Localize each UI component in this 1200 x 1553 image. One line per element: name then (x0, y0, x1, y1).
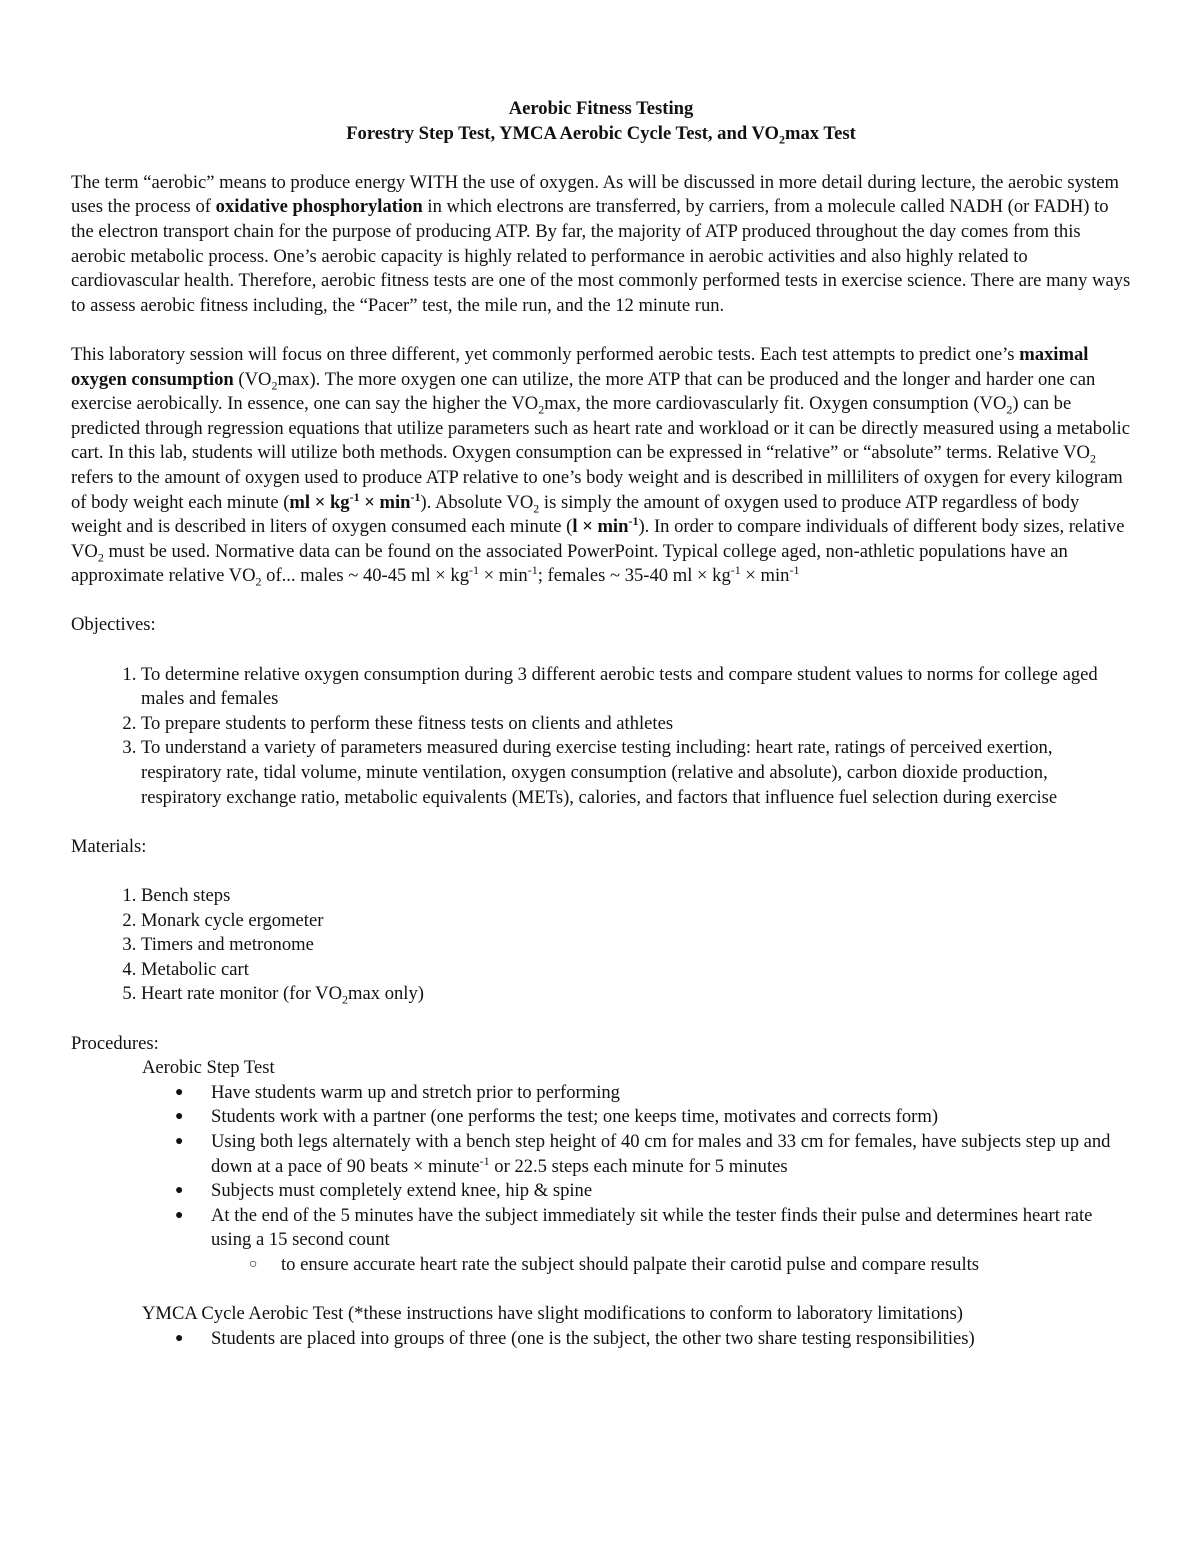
objectives-heading: Objectives: (71, 614, 156, 636)
list-item: 2. Monark cycle ergometer (141, 909, 1131, 934)
cycle-test-list (71, 1327, 1131, 1352)
list-item: 3. To understand a variety of parameters measured during exercise testing including: heart rate, ratings of perceived exertion, respiratory rate, tidal volume, minute ventilation, oxygen consumption (relative and absolute), carbon dioxide production, respiratory exchange ratio, metabolic equivalents (METs), calories, and factors that influence fuel selection during exercise (141, 736, 1131, 810)
list-item: ● Subjects must completely extend knee, hip & spine (211, 1179, 1131, 1204)
list-item: 2. To prepare students to perform these fitness tests on clients and athletes (141, 712, 1131, 737)
intro-paragraph: The term “aerobic” means to produce energy WITH the use of oxygen. As will be discussed in more detail during lecture, the aerobic system uses the process of oxidative phosphorylation in which electrons are transferred, by carriers, from a molecule called NADH (or FADH) to the electron transport chain for the purpose of producing ATP. By far, the majority of ATP produced throughout the day comes from this aerobic metabolic process. One’s aerobic capacity is highly related to performance in aerobic activities and also highly related to cardiovascular health. Therefore, aerobic fitness tests are one of the most commonly performed tests in exercise science. There are many ways to assess aerobic fitness including, the “Pacer” test, the mile run, and the 12 minute run. (71, 171, 1131, 316)
cycle-test-heading: YMCA Cycle Aerobic Test (*these instructions have slight modifications to conform to laboratory limitations) (142, 1303, 963, 1325)
bullet-icon: ● (175, 1183, 184, 1199)
list-item: ● Using both legs alternately with a bench step height of 40 cm for males and 33 cm for females, have subjects step up and down at a pace of 90 beats × minute$^{-1}$ or 22.5 steps each minute for 5 minutes (175, 1130, 1111, 1177)
list-item: 5. Heart rate monitor (for $VO_2\max$ only) (141, 982, 1131, 1007)
list-item: ● At the end of the 5 minutes have the subject immediately sit while the tester finds their pulse and determines heart rate using a 15 second count ○ to ensure accurate heart rate the subject should palpate their carotid pulse and compare results (211, 1204, 1131, 1278)
list-item: 4. Metabolic cart (141, 958, 1131, 983)
step-test-list (71, 1081, 1131, 1278)
list-item: 1. Bench steps (141, 884, 1131, 909)
document-page (71, 97, 1131, 1351)
bullet-icon: ● (175, 1330, 184, 1346)
step-test-heading: Aerobic Step Test (142, 1057, 275, 1079)
materials-list (71, 884, 1131, 1007)
bullet-icon: ● (175, 1207, 184, 1223)
hollow-bullet-icon: ○ (249, 1256, 258, 1272)
title-line-2: Forestry Step Test, YMCA Aerobic Cycle Test, and $VO_2\max$ Test (346, 122, 856, 147)
list-item: ● Students are placed into groups of three (one is the subject, the other two share testing responsibilities) (211, 1327, 1131, 1352)
list-item: ○ to ensure accurate heart rate the subject should palpate their carotid pulse and compare results (281, 1253, 1131, 1278)
bullet-icon: ● (175, 1109, 184, 1125)
procedures-heading: Procedures: (71, 1032, 159, 1054)
session-paragraph: This laboratory session will focus on three different, yet commonly performed aerobic tests. Each test attempts to predict one’s maximal oxygen consumption $(VO_2\max)$. The more oxygen one can utilize, the more ATP that can be produced and the longer and harder one can exercise aerobically. In essence, one can say the higher the $VO_2\max$, the more cardiovascularly fit. Oxygen consumption $(VO_2)$ can be predicted through regression equations that utilize parameters such as heart rate and workload or it can be directly measured using a metabolic cart. In this lab, students will utilize both methods. Oxygen consumption can be expressed in “relative” or “absolute” terms. Relative $VO_2$ refers to the amount of oxygen used to produce ATP relative to one’s body weight and is described in milliliters of oxygen for every kilogram of body weight each minute $(ml \times kg^{-1} \times \min^{-1})$. Absolute $VO_2$ is simply the amount of oxygen used to produce ATP regardless of body weight and is described in liters of oxygen consumed each minute $(l \times \min^{-1})$. In order to compare individuals of different body sizes, relative $VO_2$ must be used. Normative data can be found on the associated PowerPoint. Typical college aged, non-athletic populations have an approximate relative $VO_2$ of... males ~ 40-45 ml × $kg^{-1} \times \min^{-1}$; females ~ 35-40 ml × $kg^{-1} \times \min^{-1}$ (71, 343, 1130, 589)
list-item: 3. Timers and metronome (141, 933, 1131, 958)
list-item: ● Students work with a partner (one performs the test; one keeps time, motivates and corrects form) (211, 1105, 1131, 1130)
sub-list (211, 1253, 1131, 1278)
bullet-icon: ● (175, 1084, 184, 1100)
bullet-icon: ● (175, 1133, 184, 1149)
objectives-list (71, 663, 1131, 811)
document-title (71, 97, 1131, 146)
materials-heading: Materials: (71, 835, 147, 857)
list-item: 1. To determine relative oxygen consumption during 3 different aerobic tests and compare student values to norms for college aged males and females (141, 663, 1131, 712)
title-line-1: Aerobic Fitness Testing (508, 98, 694, 119)
list-item: ● Have students warm up and stretch prior to performing (211, 1081, 1131, 1106)
